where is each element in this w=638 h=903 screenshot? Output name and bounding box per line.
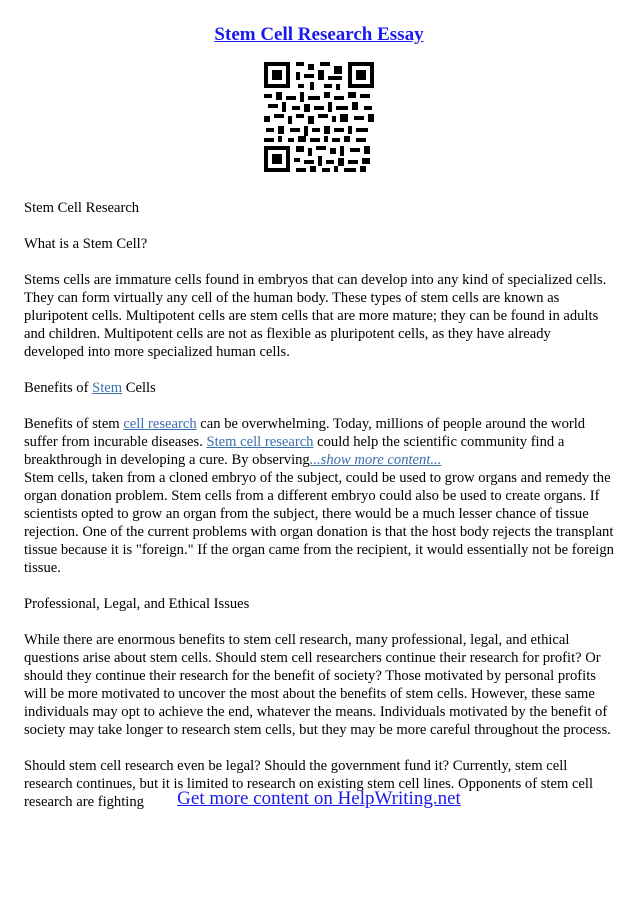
paragraph: Stem cells, taken from a cloned embryo of the subject, could be used to grow organs and remedy the organ donation problem. Stem cells from a different embryo could also be used to create organs. If scientists opted to grow an organ from the subject, there would be a much lesser chance of tissue rejection. One of the current problems with organ donation is that the host body rejects the transplant tissue because it is "foreign." If the organ came from the recipient, it would essentially not be foreign tissue. (24, 470, 614, 576)
page-title[interactable]: Stem Cell Research Essay (214, 24, 424, 45)
paragraph-text: Benefits of stem (24, 416, 124, 432)
stem-link[interactable]: Stem (92, 380, 123, 396)
section-heading (24, 379, 614, 397)
paragraph-text: could help the scientific community find a breakthrough in developing a cure. By observing (24, 434, 565, 468)
show-more-link[interactable]: ...show more content... (309, 452, 442, 468)
cell-research-link[interactable]: cell research (123, 416, 197, 432)
qr-code-icon (264, 62, 374, 172)
paragraph-text: can be overwhelming. Today, millions of people around the world suffer from incurable diseases. (24, 416, 586, 450)
heading-text: Cells (122, 380, 156, 396)
paragraph (24, 415, 614, 469)
paragraph: While there are enormous benefits to stem cell research, many professional, legal, and ethical questions arise about stem cells. Should stem cell researchers continue their research for profit? Or should they continue their research for the benefit of society? Those motivated by personal profits will be more motivated to uncover the most about the benefits of stem cells. However, these same individuals may opt to achieve the end, whatever the means. Individuals motivated by the benefit of society may take longer to research stem cells, but they may be more careful throughout the process. (24, 632, 611, 738)
get-more-content-link[interactable]: Get more content on HelpWriting.net (177, 788, 461, 809)
heading-text: Benefits of (24, 380, 93, 396)
paragraph: Stems cells are immature cells found in embryos that can develop into any kind of specialized cells. They can form virtually any cell of the human body. These types of stem cells are known as pluripotent cells. Multipotent cells are stem cells that are more mature; they can be found in adults and children. Multipotent cells are not as flexible as pluripotent cells, as they have already developed into more specialized human cells. (24, 272, 607, 360)
section-heading: Stem Cell Research (24, 200, 140, 216)
section-heading: What is a Stem Cell? (24, 236, 148, 252)
section-heading: Professional, Legal, and Ethical Issues (24, 596, 250, 612)
paragraph: Should stem cell research even be legal? Should the government fund it? Currently, stem cell research continues, but it is limited to research on existing stem cell lines. Opponents of stem cell research are fighting (24, 758, 594, 810)
stem-cell-research-link[interactable]: Stem cell research (206, 434, 314, 450)
essay-body (24, 199, 614, 829)
